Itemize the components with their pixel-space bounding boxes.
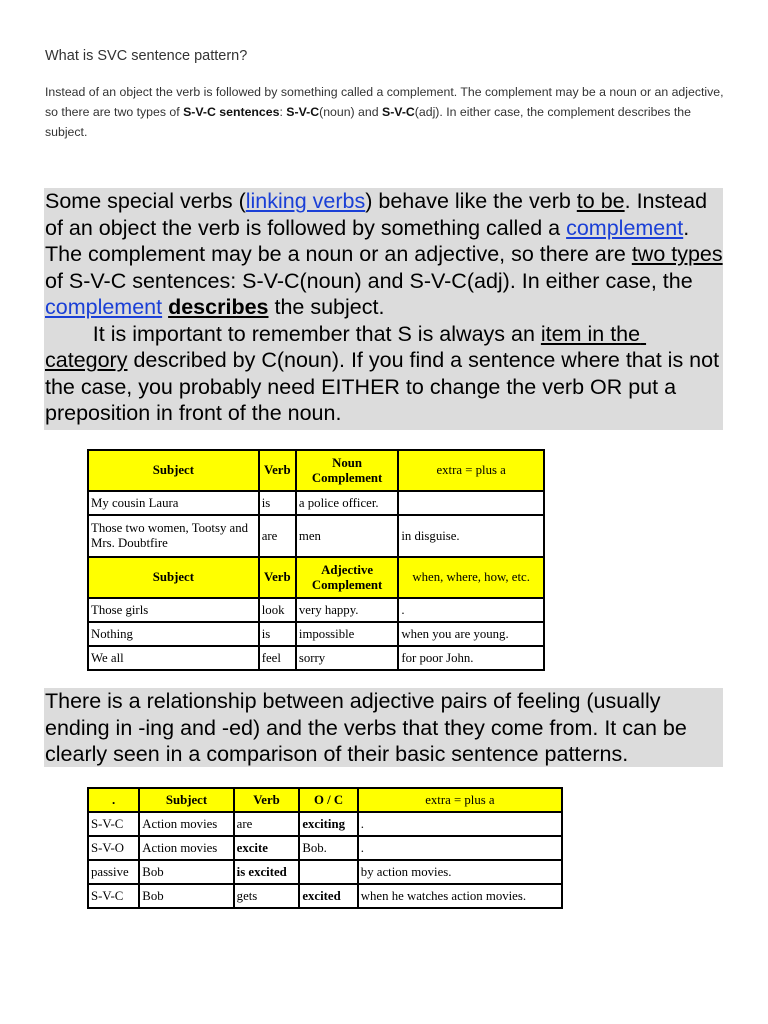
table-cell: feel (259, 646, 296, 670)
complement-link-1[interactable]: complement (566, 215, 684, 240)
complement-table (87, 449, 545, 671)
explanation-paragraph-1 (44, 188, 723, 321)
header-cell: extra = plus a (398, 450, 544, 491)
header-cell: Subject (88, 450, 259, 491)
text-span: the subject. (268, 295, 385, 319)
header-cell: Noun Complement (296, 450, 398, 491)
table-row (88, 598, 544, 622)
table-cell: We all (88, 646, 259, 670)
header-cell: Verb (234, 788, 300, 812)
intro-colon: : (279, 105, 287, 119)
intro-svc-adj: S-V-C (382, 105, 415, 119)
table-cell: Those girls (88, 598, 259, 622)
table-cell: Bob. (299, 836, 357, 860)
table-cell: sorry (296, 646, 398, 670)
table-cell: . (358, 812, 562, 836)
intro-paragraph (45, 82, 725, 142)
table-row (88, 836, 562, 860)
table-cell: is (259, 491, 296, 515)
table-cell: are (259, 515, 296, 557)
table-header-row (88, 557, 544, 598)
table-cell: Action movies (139, 836, 233, 860)
text-span: Some special verbs ( (45, 189, 246, 213)
table-row (88, 622, 544, 646)
table-cell: S-V-O (88, 836, 139, 860)
adjective-pairs-explanation (44, 688, 723, 767)
header-cell: when, where, how, etc. (398, 557, 544, 598)
describes-bold: describes (168, 295, 269, 319)
table-cell: exciting (299, 812, 357, 836)
header-cell: O / C (299, 788, 357, 812)
table-row (88, 884, 562, 908)
table-cell: when you are young. (398, 622, 544, 646)
adjective-pairs-text: There is a relationship between adjective pairs of feeling (usually ending in -ing and -ed) and the verbs that they come from. It can be clearly seen in a comparison of their basic sentence patterns. (45, 689, 687, 766)
table-row (88, 515, 544, 557)
table-cell: S-V-C (88, 884, 139, 908)
complement-link-2[interactable]: complement (45, 295, 163, 319)
table-cell: Nothing (88, 622, 259, 646)
table-cell: when he watches action movies. (358, 884, 562, 908)
to-be-underlined: to be (576, 189, 625, 213)
table-cell: very happy. (296, 598, 398, 622)
sentence-pattern-table (87, 787, 563, 909)
table-cell: gets (234, 884, 300, 908)
header-cell: Verb (259, 557, 296, 598)
table-cell (299, 860, 357, 884)
linking-verbs-explanation (44, 188, 726, 430)
table-cell: S-V-C (88, 812, 139, 836)
table-cell: in disguise. (398, 515, 544, 557)
header-cell: Verb (259, 450, 296, 491)
header-cell: extra = plus a (358, 788, 562, 812)
table-row (88, 491, 544, 515)
text-span: described by C(noun). If you find a sentence where that is not the case, you probably need EITHER to change the verb OR put a preposition in front of the noun. (45, 348, 726, 425)
intro-adj-rest: (adj). In either case, the complement describes the subject. (45, 105, 691, 139)
intro-svc-noun: S-V-C (286, 105, 320, 119)
table-cell: is excited (234, 860, 300, 884)
intro-svc-sentences: S-V-C sentences (183, 105, 280, 119)
table-cell: by action movies. (358, 860, 562, 884)
table-cell: Those two women, Tootsy and Mrs. Doubtfire (88, 515, 259, 557)
page-title: What is SVC sentence pattern? (45, 48, 248, 64)
explanation-paragraph-2 (44, 321, 726, 427)
header-cell: Adjective Complement (296, 557, 398, 598)
table-cell: excite (234, 836, 300, 860)
item-in-category-underlined: item in the category (45, 321, 647, 372)
table-cell: look (259, 598, 296, 622)
table-row (88, 812, 562, 836)
table-cell: are (234, 812, 300, 836)
text-span: . Instead of an object the verb is followed by something called a (45, 189, 708, 240)
text-span: . The complement may be a noun or an adjective, so there are (45, 215, 690, 266)
table-row (88, 646, 544, 670)
table-cell: My cousin Laura (88, 491, 259, 515)
intro-text: Instead of an object the verb is followed by something called a complement. The complement may be a noun or an adjective, so there are two types of (45, 85, 724, 119)
table-row (88, 860, 562, 884)
linking-verbs-link[interactable]: linking verbs (245, 189, 366, 213)
table-cell: excited (299, 884, 357, 908)
header-cell: Subject (139, 788, 233, 812)
table-cell: a police officer. (296, 491, 398, 515)
table-cell: Bob (139, 860, 233, 884)
table-cell: Bob (139, 884, 233, 908)
header-cell: Subject (88, 557, 259, 598)
table-cell: . (398, 598, 544, 622)
two-types-underlined: two types (631, 242, 723, 266)
table-cell: impossible (296, 622, 398, 646)
text-span: It is important to remember that S is always an (45, 321, 541, 346)
table-header-row (88, 450, 544, 491)
table-cell: Action movies (139, 812, 233, 836)
intro-noun-and: (noun) and (319, 105, 382, 119)
table-cell: for poor John. (398, 646, 544, 670)
table-cell: . (358, 836, 562, 860)
table-header-row (88, 788, 562, 812)
table-cell: passive (88, 860, 139, 884)
text-span: ) behave like the verb (365, 189, 577, 213)
text-span: of S-V-C sentences: S-V-C(noun) and S-V-C(adj). In either case, the (45, 268, 693, 293)
table-cell: men (296, 515, 398, 557)
table-cell (398, 491, 544, 515)
table-cell: is (259, 622, 296, 646)
header-cell: . (88, 788, 139, 812)
